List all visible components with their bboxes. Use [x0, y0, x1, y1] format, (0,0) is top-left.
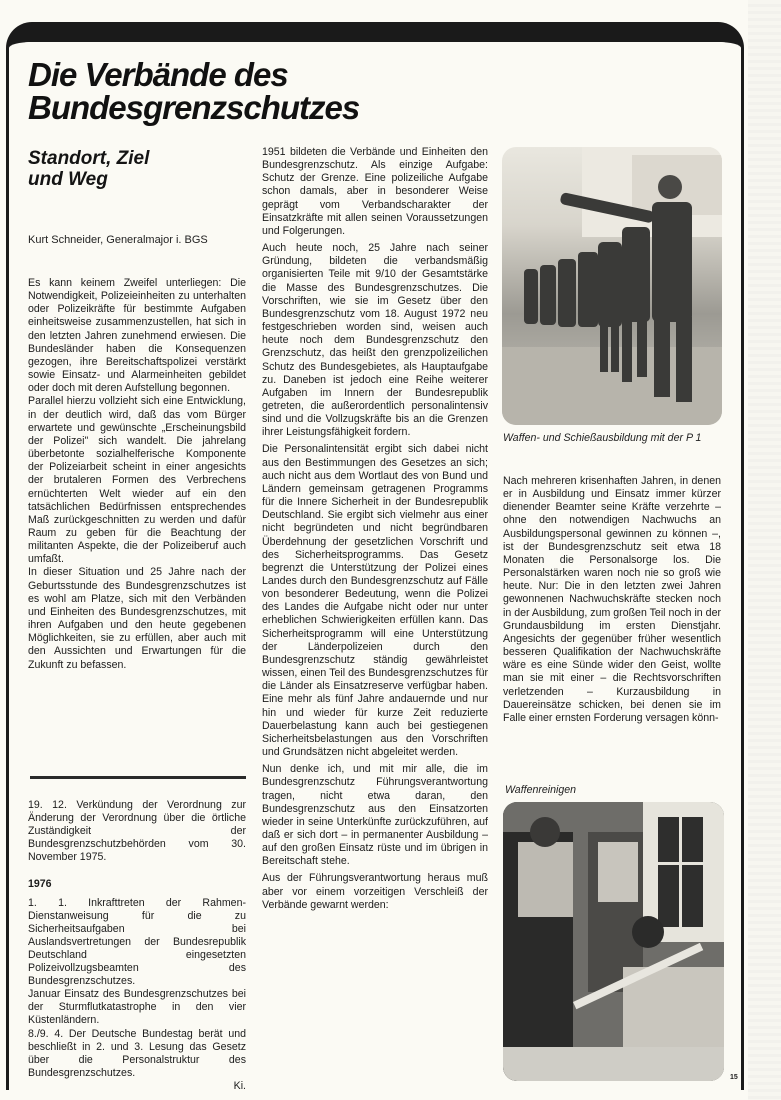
chronology-entry: Januar Einsatz des Bundesgrenzschutzes bei der Sturmflutkatastrophe in den vier Küstenländern.	[28, 988, 246, 1027]
author-byline: Kurt Schneider, Generalmajor i. BGS	[28, 234, 208, 246]
column-2	[262, 146, 488, 912]
paragraph: Es kann keinem Zweifel unterliegen: Die Notwendigkeit, Polizeieinheiten zu unterhalten oder Polizeikräfte für bestimmte Aufgaben einheitsweise zusammenzustellen, hat sich in den letzten Jahren zunehmend erwiesen. Die Bundesländer haben die Konsequenzen gezogen, ihre Bereitschaftspolizei verstärkt sowie Einsatz- und Alarmeinheiten gebildet oder doch mit deren Aufstellung begonnen.	[28, 277, 246, 395]
subtitle-line-1: Standort, Ziel	[28, 148, 150, 169]
chronology-entry: 19. 12. Verkündung der Verordnung zur Änderung der Verordnung über die örtliche Zuständigkeit der Bundesgrenzschutzbehörden vom 30. November 1975.	[28, 799, 246, 864]
photo-shooting-training	[502, 147, 722, 425]
paragraph: Auch heute noch, 25 Jahre nach seiner Gründung, bildeten die verbandsmäßig organisierten Teile mit 9/10 der Gesamtstärke die Masse des Bundesgrenzschutzes. Die Vorschriften, wie sie im Gesetz über den Bundesgrenzschutz vom 18. August 1972 neu festgeschrieben worden sind, weisen auch heute noch dem Bundesgrenzschutz den Grenzschutz, das heißt den grenzpolizeilichen Schutz des Bundesgebietes, als Hauptaufgabe zu. Daneben ist jedoch eine Reihe weiterer Aufgaben im Innern der Bundesrepublik getreten, die außerordentlich personalintensiv sind und die Vollzugskräfte bis an die Grenzen ihrer Leistungsfähigkeit fordern.	[262, 242, 488, 439]
paragraph: Parallel hierzu vollzieht sich eine Entwicklung, in der deutlich wird, daß das vom Bürger erwartete und gewünschte „Erscheinungsbild der Polizei" sich wandelt. Die jahrelang überbetonte sozialhelferische Komponente der Polizeiarbeit scheint in einer angesichts der brutaleren Formen des Verbrechens ernüchterten Welt wieder auf ein den tatsächlichen Bedürfnissen entsprechendes Maß zurückgeschnitten zu werden und dafür Raum zu geben für die Beachtung der militanten Aspekte, die der Polizeiberuf auch umfaßt.	[28, 395, 246, 566]
paragraph: Nach mehreren krisenhaften Jahren, in denen er in Ausbildung und Einsatz immer kürzer dienender Beamter seine Kräfte verzehrte – ohne den notwendigen Nachwuchs an Ausbildungspersonal gewinnen zu können –, ist der Bundesgrenzschutz seit etwa 18 Monaten die Personalsorge los. Die Personalstärken waren noch nie so groß wie heute. Nur: Die in den letzten zwei Jahren gewonnenen Nachwuchskräfte stecken noch in der Ausbildung, zum großen Teil noch in der Grundausbildung im ersten Dienstjahr. Angesichts der gegenüber früher wesentlich besseren Qualifikation der Nachwuchskräfte wäre es eine Sünde wider den Geist, wollte man sie mit einer – die Rechtsvorschriften verletzenden – Kurzausbildung in Dauereinsätze schicken, bei denen sie im Falle einer ernsten Forderung versagen könn-	[503, 475, 721, 724]
page-number: 15	[730, 1074, 738, 1081]
chronology-box	[28, 799, 246, 1093]
paragraph: Aus der Führungsverantwortung heraus muß aber vor einem vorzeitigen Verschleiß der Verbände gewarnt werden:	[262, 872, 488, 911]
paragraph: Nun denke ich, und mit mir alle, die im Bundesgrenzschutz Führungsverantwortung tragen, nicht etwa daran, den Bundesgrenzschutz aus den Einsatzorten wieder in seine Unterkünfte zurückzuführen, auf daß er sich dort – in permanenter Ausbildung – auf den großen Einsatz rüste und im übrigen in Bereitschaft stehe.	[262, 763, 488, 868]
chronology-entry: 8./9. 4. Der Deutsche Bundestag berät und beschließt in 2. und 3. Lesung das Gesetz über die Personalstruktur des Bundesgrenzschutzes.	[28, 1027, 246, 1079]
paragraph: Die Personalintensität ergibt sich dabei nicht aus den Bestimmungen des Gesetzes an sich; auch nicht aus dem Wortlaut des von Bund und Ländern gemeinsam getragenen Programms für die Innere Sicherheit in der Bundesrepublik Deutschland. Sie ergibt sich vielmehr aus einer nicht begründeten und nicht begründbaren Überdehnung der gesetzlichen Vorschrift und des Sicherheitsprogramms. Das Gesetz begrenzt die Unterstützung der Polizei eines Landes durch den Bundesgrenzschutz auf Fälle von besonderer Bedeutung, wenn die Polizei des Landes die Aufgabe nicht oder nur unter erheblichen Schwierigkeiten erfüllen kann. Das Sicherheitsprogramm will eine Unterstützung der Länderpolizeien durch den Bundesgrenzschutz ständig gewährleistet wissen, einen Teil des Bundesgrenzschutzes für die Länder als Einsatzreserve verfügbar haben. Eine mehr als fünf Jahre andauernde und nur hin und wieder für kurze Zeit reduzierte Dauerbelastung kann auch bei gestiegenen Sicherheitsbelastungen aus den Vorschriften und Grundsätzen nicht abgeleitet werden.	[262, 443, 488, 759]
title-line-1: Die Verbände des	[28, 56, 288, 93]
author-signature: Ki.	[233, 1079, 246, 1092]
photo-caption: Waffenreinigen	[505, 784, 577, 796]
article-title	[28, 58, 728, 124]
section-divider	[30, 776, 246, 779]
chronology-entry: 1. 1. Inkrafttreten der Rahmen-Dienstanweisung für die zu Sicherheitsaufgaben bei Auslandsvertretungen der Bundesrepublik Deutschland eingesetzten Polizeivollzugsbeamten des Bundesgrenzschutzes.	[28, 896, 246, 988]
photo-caption: Waffen- und Schießausbildung mit der P 1	[503, 432, 702, 444]
column-3	[503, 475, 721, 725]
paragraph: In dieser Situation und 25 Jahre nach der Geburtsstunde des Bundesgrenzschutzes ist es wohl am Platze, sich mit den Verbänden und Einheiten des Bundesgrenzschutzes, mit ihren Aufgaben und den heute gegebenen Möglichkeiten, sie zu erfüllen, aber auch mit den Aussichten und Erwartungen für die Zukunft zu befassen.	[28, 566, 246, 671]
soldiers-aiming-illustration	[502, 147, 722, 425]
chronology-year: 1976	[28, 878, 52, 891]
paragraph: 1951 bildeten die Verbände und Einheiten den Bundesgrenzschutz. Als einzige Aufgabe: Schutz der Grenze. Eine polizeiliche Aufgabe schon damals, aber in besonderer Weise geprägt vom Verbandscharakter der Einsatzkräfte mit allen seinen Voraussetzungen und Folgerungen.	[262, 146, 488, 237]
subtitle-line-2: und Weg	[28, 169, 108, 190]
article-subtitle	[28, 148, 238, 190]
title-line-2: Bundesgrenzschutzes	[28, 89, 360, 126]
weapon-cleaning-illustration	[503, 802, 724, 1081]
scan-edge	[748, 0, 781, 1100]
photo-weapon-cleaning	[503, 802, 724, 1081]
column-1	[28, 277, 246, 672]
